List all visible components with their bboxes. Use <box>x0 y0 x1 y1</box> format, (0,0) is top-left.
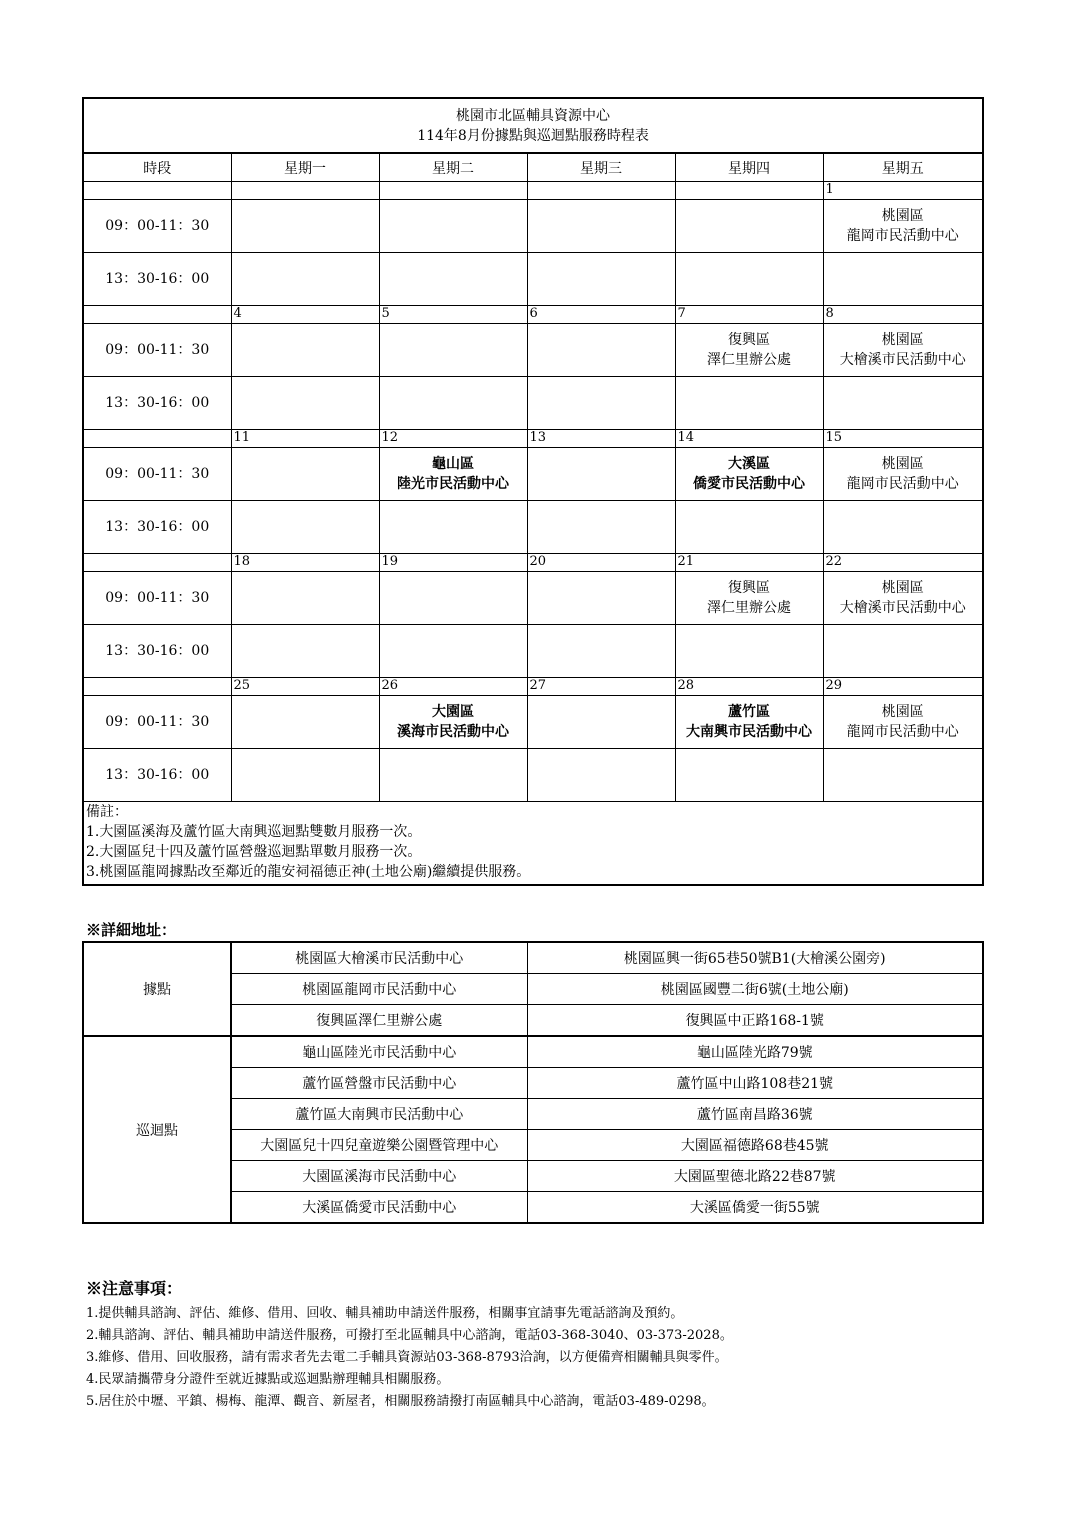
service-location: 大南興市民活動中心 <box>686 724 812 740</box>
afternoon-row <box>83 253 983 306</box>
address-group-label: 巡迴點 <box>83 1036 231 1223</box>
service-location: 陸光市民活動中心 <box>397 476 509 492</box>
location-address: 蘆竹區南昌路36號 <box>527 1099 983 1130</box>
service-cell <box>379 448 527 501</box>
notice-item: 4.民眾請攜帶身分證件至就近據點或巡迴點辦理輔具相關服務。 <box>86 1372 450 1387</box>
service-cell <box>823 501 983 554</box>
location-name: 復興區澤仁里辦公處 <box>231 1005 527 1037</box>
service-cell <box>823 200 983 253</box>
date-cell: 8 <box>823 306 983 324</box>
date-cell-empty <box>83 182 231 200</box>
location-address: 大園區福德路68巷45號 <box>527 1130 983 1161</box>
service-cell <box>823 625 983 678</box>
date-row <box>83 306 983 324</box>
service-cell <box>527 448 675 501</box>
header-day: 星期五 <box>823 153 983 182</box>
location-name: 桃園區大檜溪市民活動中心 <box>231 942 527 974</box>
address-section-title: ※詳細地址： <box>86 921 177 939</box>
title-line2: 114年8月份據點與巡迴點服務時程表 <box>417 127 649 144</box>
notice-item: 5.居住於中壢、平鎮、楊梅、龍潭、觀音、新屋者，相關服務請撥打南區輔具中心諮詢，電話03-489-0298。 <box>86 1394 715 1409</box>
time-slot-morning: 09：00-11：30 <box>83 696 231 749</box>
header-slot: 時段 <box>83 153 231 182</box>
service-district: 龜山區 <box>432 456 474 472</box>
schedule-table <box>82 97 984 886</box>
date-cell: 7 <box>675 306 823 324</box>
date-cell: 22 <box>823 554 983 572</box>
date-cell-empty <box>83 554 231 572</box>
service-cell <box>823 253 983 306</box>
date-cell: 15 <box>823 430 983 448</box>
service-cell <box>675 253 823 306</box>
header-day: 星期四 <box>675 153 823 182</box>
service-district: 大溪區 <box>728 456 770 472</box>
date-cell <box>231 182 379 200</box>
date-cell: 1 <box>823 182 983 200</box>
service-location: 澤仁里辦公處 <box>707 600 791 616</box>
date-row <box>83 182 983 200</box>
remarks-cell <box>83 802 983 886</box>
service-cell <box>675 572 823 625</box>
location-name: 蘆竹區營盤市民活動中心 <box>231 1068 527 1099</box>
date-cell: 13 <box>527 430 675 448</box>
time-slot-afternoon: 13：30-16：00 <box>83 377 231 430</box>
service-cell <box>379 377 527 430</box>
service-cell <box>379 324 527 377</box>
time-slot-morning: 09：00-11：30 <box>83 324 231 377</box>
date-cell: 21 <box>675 554 823 572</box>
service-cell <box>823 572 983 625</box>
service-cell <box>231 696 379 749</box>
service-cell <box>527 749 675 802</box>
address-group-label: 據點 <box>83 942 231 1036</box>
location-address: 龜山區陸光路79號 <box>527 1036 983 1068</box>
date-cell: 29 <box>823 678 983 696</box>
service-cell <box>675 448 823 501</box>
notice-section-title: ※注意事項： <box>86 1279 183 1298</box>
notice-item: 3.維修、借用、回收服務，請有需求者先去電二手輔具資源站03-368-8793洽詢，以方便備齊相關輔具與零件。 <box>86 1350 728 1365</box>
service-cell <box>675 696 823 749</box>
service-cell <box>675 200 823 253</box>
service-cell <box>527 501 675 554</box>
time-slot-afternoon: 13：30-16：00 <box>83 501 231 554</box>
date-cell: 11 <box>231 430 379 448</box>
morning-row <box>83 324 983 377</box>
service-district: 桃園區 <box>881 704 924 720</box>
date-cell: 6 <box>527 306 675 324</box>
service-cell <box>823 377 983 430</box>
service-district: 復興區 <box>728 580 770 596</box>
date-row <box>83 554 983 572</box>
service-cell <box>379 696 527 749</box>
morning-row <box>83 572 983 625</box>
header-day: 星期一 <box>231 153 379 182</box>
service-cell <box>675 377 823 430</box>
location-address: 大園區聖德北路22巷87號 <box>527 1161 983 1192</box>
notice-item: 1.提供輔具諮詢、評估、維修、借用、回收、輔具補助申請送件服務，相關事宜請事先電話諮詢及預約。 <box>86 1306 684 1321</box>
time-slot-afternoon: 13：30-16：00 <box>83 253 231 306</box>
service-cell <box>379 749 527 802</box>
address-row <box>83 1036 983 1068</box>
morning-row <box>83 200 983 253</box>
service-cell <box>231 253 379 306</box>
notice-list <box>86 1303 733 1413</box>
date-cell: 28 <box>675 678 823 696</box>
time-slot-morning: 09：00-11：30 <box>83 572 231 625</box>
header-day: 星期二 <box>379 153 527 182</box>
service-cell <box>231 501 379 554</box>
service-cell <box>527 696 675 749</box>
service-cell <box>231 448 379 501</box>
service-location: 龍岡市民活動中心 <box>846 724 959 740</box>
service-cell <box>379 200 527 253</box>
service-cell <box>823 696 983 749</box>
schedule-title <box>83 98 983 153</box>
header-row <box>83 153 983 182</box>
service-cell <box>379 253 527 306</box>
location-name: 蘆竹區大南興市民活動中心 <box>231 1099 527 1130</box>
date-cell: 27 <box>527 678 675 696</box>
service-cell <box>231 324 379 377</box>
service-cell <box>823 324 983 377</box>
service-district: 大園區 <box>432 704 474 720</box>
service-cell <box>379 501 527 554</box>
service-cell <box>675 501 823 554</box>
time-slot-afternoon: 13：30-16：00 <box>83 625 231 678</box>
service-cell <box>231 377 379 430</box>
date-cell: 14 <box>675 430 823 448</box>
service-cell <box>379 625 527 678</box>
remarks-row <box>83 802 983 886</box>
location-address: 桃園區興一街65巷50號B1(大檜溪公園旁) <box>527 942 983 974</box>
service-cell <box>675 749 823 802</box>
service-location: 溪海市民活動中心 <box>397 724 509 740</box>
date-cell-empty <box>83 678 231 696</box>
service-district: 桃園區 <box>881 580 924 596</box>
date-cell-empty <box>83 306 231 324</box>
service-cell <box>231 200 379 253</box>
afternoon-row <box>83 377 983 430</box>
location-address: 復興區中正路168-1號 <box>527 1005 983 1037</box>
remark-item: 2.大園區兒十四及蘆竹區營盤巡迴點單數月服務一次。 <box>86 844 422 860</box>
service-location: 大檜溪市民活動中心 <box>839 600 966 616</box>
service-location: 僑愛市民活動中心 <box>693 476 805 492</box>
location-name: 大園區溪海市民活動中心 <box>231 1161 527 1192</box>
afternoon-row <box>83 501 983 554</box>
service-cell <box>675 324 823 377</box>
morning-row <box>83 448 983 501</box>
service-district: 桃園區 <box>881 456 924 472</box>
service-cell <box>231 572 379 625</box>
date-cell: 26 <box>379 678 527 696</box>
service-district: 桃園區 <box>881 332 924 348</box>
date-cell: 18 <box>231 554 379 572</box>
service-cell <box>231 749 379 802</box>
service-cell <box>823 749 983 802</box>
service-location: 龍岡市民活動中心 <box>846 228 959 244</box>
service-cell <box>527 625 675 678</box>
address-table <box>82 941 984 1224</box>
service-district: 蘆竹區 <box>728 704 770 720</box>
header-day: 星期三 <box>527 153 675 182</box>
service-location: 龍岡市民活動中心 <box>846 476 959 492</box>
date-cell: 25 <box>231 678 379 696</box>
service-district: 復興區 <box>728 332 770 348</box>
time-slot-morning: 09：00-11：30 <box>83 200 231 253</box>
date-row <box>83 678 983 696</box>
date-cell: 12 <box>379 430 527 448</box>
service-location: 大檜溪市民活動中心 <box>839 352 966 368</box>
location-name: 桃園區龍岡市民活動中心 <box>231 974 527 1005</box>
service-cell <box>527 377 675 430</box>
location-address: 大溪區僑愛一街55號 <box>527 1192 983 1224</box>
remark-item: 3.桃園區龍岡據點改至鄰近的龍安祠福德正神(土地公廟)繼續提供服務。 <box>86 864 531 880</box>
service-cell <box>527 253 675 306</box>
date-cell <box>379 182 527 200</box>
location-name: 大溪區僑愛市民活動中心 <box>231 1192 527 1224</box>
service-cell <box>231 625 379 678</box>
date-cell-empty <box>83 430 231 448</box>
service-cell <box>527 200 675 253</box>
afternoon-row <box>83 749 983 802</box>
service-location: 澤仁里辦公處 <box>707 352 791 368</box>
remark-item: 1.大園區溪海及蘆竹區大南興巡迴點雙數月服務一次。 <box>86 824 422 840</box>
date-cell: 5 <box>379 306 527 324</box>
date-cell <box>675 182 823 200</box>
afternoon-row <box>83 625 983 678</box>
date-cell: 20 <box>527 554 675 572</box>
title-line1: 桃園市北區輔具資源中心 <box>456 107 610 124</box>
date-row <box>83 430 983 448</box>
notice-item: 2.輔具諮詢、評估、輔具補助申請送件服務，可撥打至北區輔具中心諮詢，電話03-368-3040、03-373-2028。 <box>86 1328 733 1343</box>
service-district: 桃園區 <box>881 208 924 224</box>
location-name: 大園區兒十四兒童遊樂公園暨管理中心 <box>231 1130 527 1161</box>
morning-row <box>83 696 983 749</box>
location-address: 蘆竹區中山路108巷21號 <box>527 1068 983 1099</box>
location-name: 龜山區陸光市民活動中心 <box>231 1036 527 1068</box>
service-cell <box>527 324 675 377</box>
time-slot-afternoon: 13：30-16：00 <box>83 749 231 802</box>
service-cell <box>823 448 983 501</box>
remarks-label: 備註： <box>86 804 128 820</box>
service-cell <box>675 625 823 678</box>
location-address: 桃園區國豐二街6號(土地公廟) <box>527 974 983 1005</box>
service-cell <box>527 572 675 625</box>
service-cell <box>379 572 527 625</box>
address-row <box>83 942 983 974</box>
date-cell <box>527 182 675 200</box>
date-cell: 4 <box>231 306 379 324</box>
date-cell: 19 <box>379 554 527 572</box>
time-slot-morning: 09：00-11：30 <box>83 448 231 501</box>
